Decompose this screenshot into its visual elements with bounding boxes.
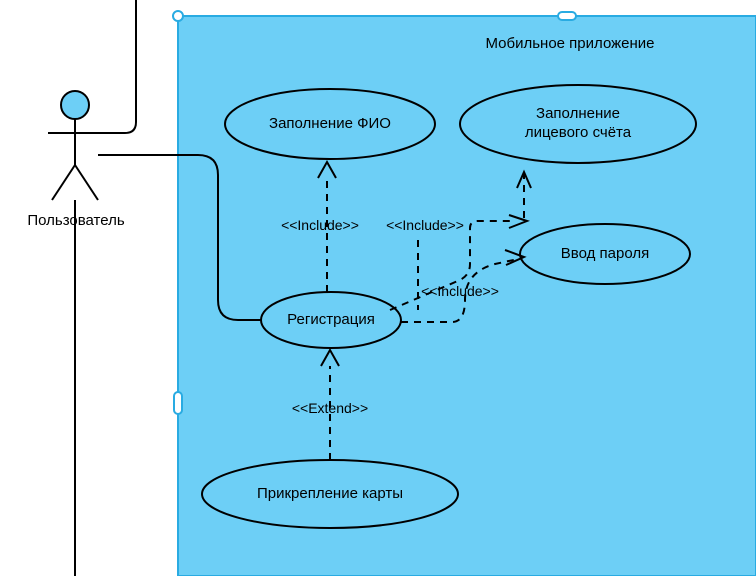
actor-head [61,91,89,119]
actor-leg-left [52,165,75,200]
system-boundary-label: Мобильное приложение [485,35,655,52]
use-case-fio-label: Заполнение ФИО [269,115,391,132]
association-top-route [102,0,136,133]
include-label-fio: <<Include>> [281,217,359,233]
boundary-handle-corner[interactable] [173,11,183,21]
use-case-account-label-line2: лицевого счёта [524,124,632,141]
use-case-password-label: Ввод пароля [560,245,650,262]
include-label-password: <<Include>> [421,283,499,299]
actor-user[interactable] [48,91,102,200]
actor-label: Пользователь [27,212,125,229]
use-case-account-label-line1: Заполнение [536,105,620,122]
boundary-handle-top[interactable] [558,12,576,20]
extend-label-card: <<Extend>> [291,400,369,416]
use-case-card-label: Прикрепление карты [256,485,404,502]
actor-leg-right [75,165,98,200]
use-case-registration-label: Регистрация [287,311,375,328]
boundary-handle-left[interactable] [174,392,182,414]
include-label-account: <<Include>> [386,217,464,233]
